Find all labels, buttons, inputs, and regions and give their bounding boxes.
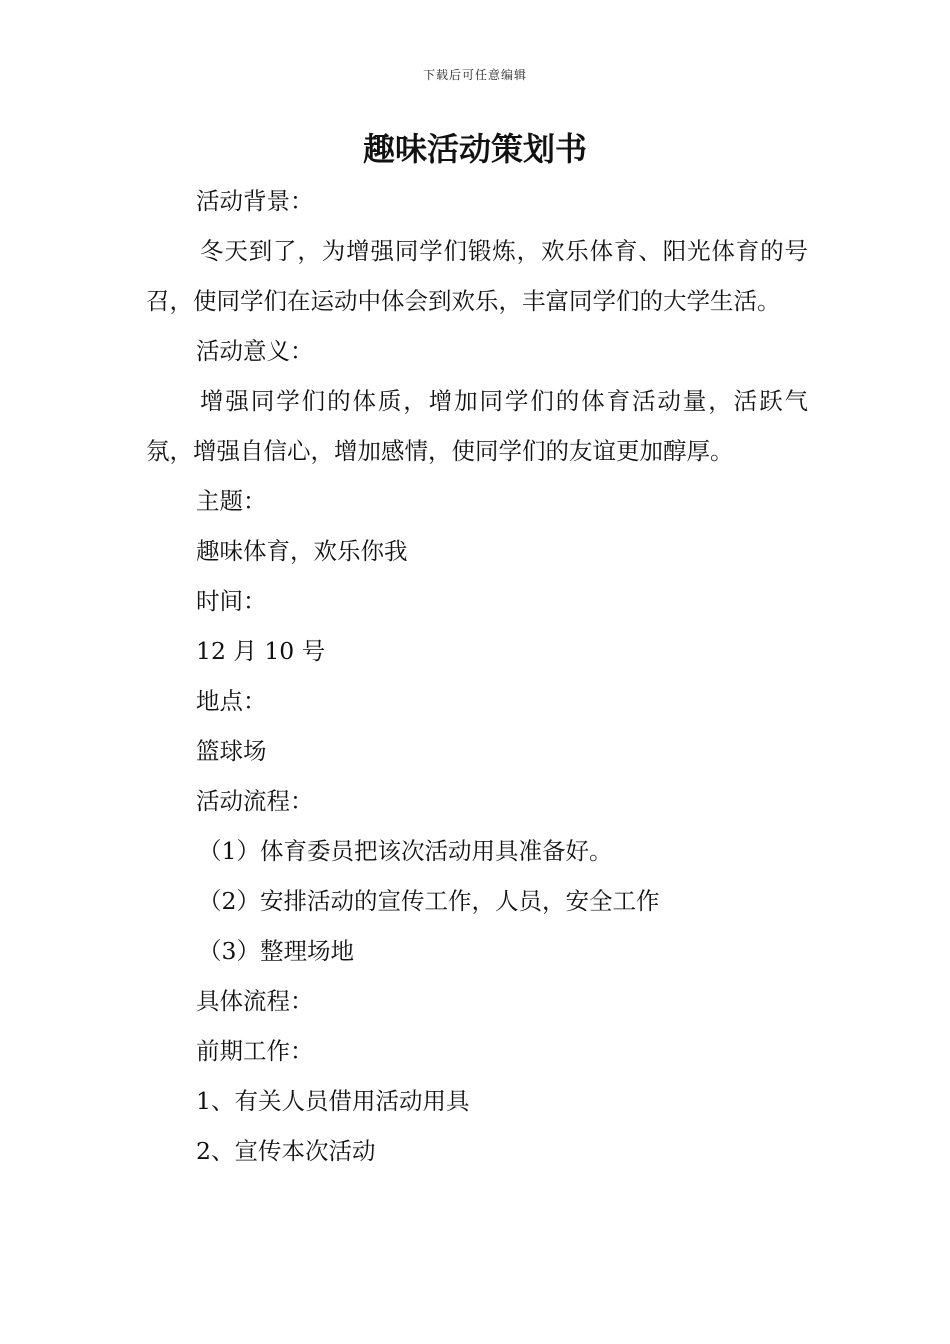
process-step: （1）体育委员把该次活动用具准备好。: [198, 837, 613, 865]
background-paragraph: 冬天到了，为增强同学们锻炼，欢乐体育、阳光体育的号召，使同学们在运动中体会到欢乐，丰富同学们的大学生活。: [146, 237, 808, 315]
time-heading: 时间：: [196, 587, 267, 615]
theme-heading: 主题：: [196, 487, 267, 515]
significance-paragraph: 增强同学们的体质，增加同学们的体育活动量，活跃气氛，增强自信心，增加感情，使同学们的友谊更加醇厚。: [146, 387, 808, 465]
detail-heading: 具体流程：: [196, 987, 314, 1015]
detail-item: 1、有关人员借用活动用具: [196, 1087, 470, 1115]
location-value: 篮球场: [196, 737, 267, 765]
process-step: （2）安排活动的宣传工作，人员，安全工作: [198, 887, 660, 915]
significance-heading: 活动意义：: [196, 337, 314, 365]
time-value: 12 月 10 号: [196, 637, 326, 665]
background-heading: 活动背景：: [196, 187, 314, 215]
detail-item: 2、宣传本次活动: [196, 1137, 376, 1165]
theme-value: 趣味体育，欢乐你我: [196, 537, 408, 565]
document-body: [146, 176, 808, 1176]
process-step: （3）整理场地: [198, 937, 354, 965]
document-title: 趣味活动策划书: [362, 130, 587, 168]
header-note: 下载后可任意编辑: [422, 68, 527, 82]
process-heading: 活动流程：: [196, 787, 314, 815]
preparation-heading: 前期工作：: [196, 1037, 314, 1065]
location-heading: 地点：: [196, 687, 267, 715]
